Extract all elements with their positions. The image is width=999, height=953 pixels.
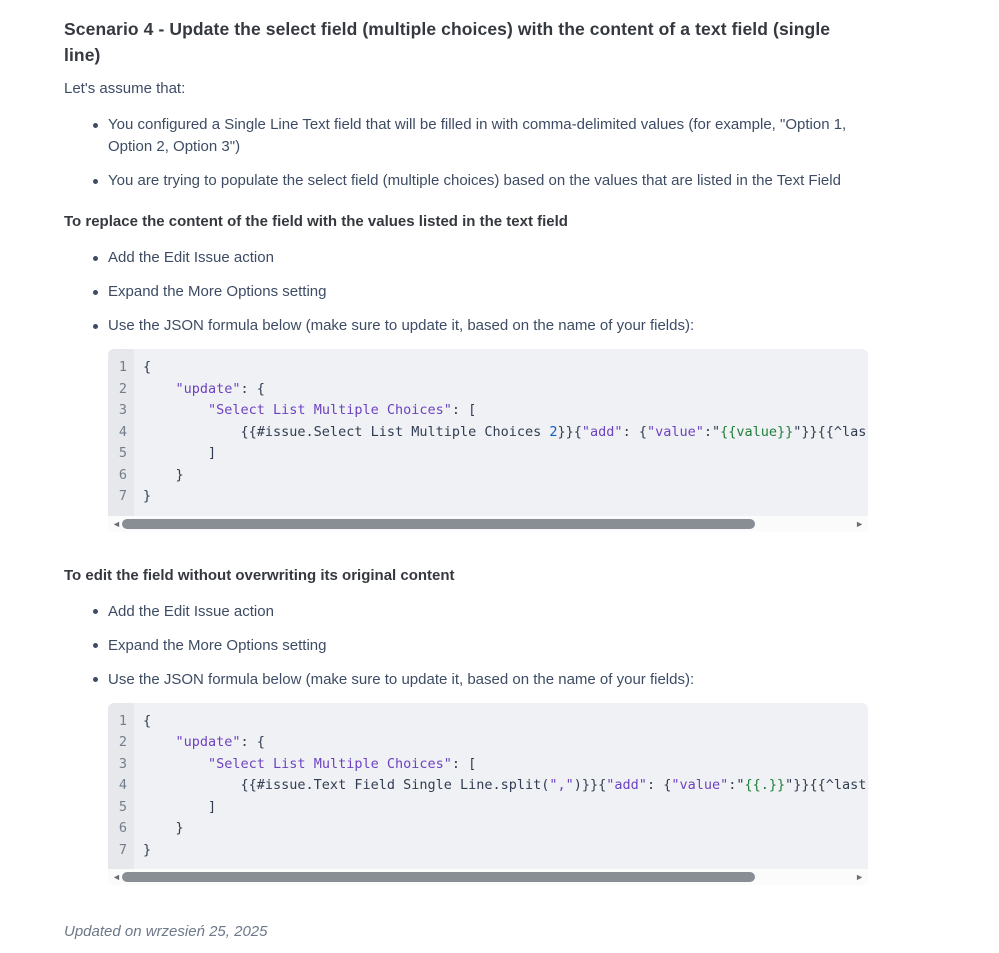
section-heading-replace: To replace the content of the field with the values listed in the text field — [64, 213, 568, 230]
code-token: {{.}} — [744, 777, 786, 793]
assumptions-list — [64, 114, 868, 192]
code-token: "Select List Multiple Choices" — [208, 402, 452, 418]
scroll-left-icon[interactable]: ◄ — [112, 872, 121, 882]
code-line — [143, 357, 868, 379]
line-number: 5 — [118, 798, 127, 815]
code-token: : [ — [451, 755, 477, 772]
code-line — [143, 379, 868, 401]
line-number: 5 — [118, 445, 127, 461]
code-token: )}}{ — [573, 777, 607, 793]
code-token: "Select List Multiple Choices" — [208, 755, 452, 772]
step-item: Use the JSON formula below (make sure to update it, based on the name of your fields): — [108, 315, 868, 337]
line-number: 7 — [118, 841, 127, 858]
code-token: "add" — [581, 423, 623, 440]
code-editor-area — [108, 703, 868, 870]
code-line — [143, 754, 868, 776]
assumption-item: You are trying to populate the select field (multiple choices) based on the values that are listed in the Text Field — [108, 170, 868, 192]
step-item: Use the JSON formula below (make sure to update it, based on the name of your fields): — [108, 669, 868, 691]
code-token: } — [143, 488, 152, 504]
code-line — [143, 443, 868, 465]
horizontal-scrollbar[interactable] — [108, 869, 868, 885]
code-token — [143, 756, 208, 772]
step-item: Expand the More Options setting — [108, 635, 868, 657]
line-number: 1 — [118, 359, 127, 375]
code-line — [143, 797, 868, 819]
page-title: Scenario 4 - Update the select field (multiple choices) with the content of a text field (single line) — [64, 19, 831, 65]
code-line — [143, 711, 868, 733]
step-item: Add the Edit Issue action — [108, 247, 868, 269]
code-token: "update" — [175, 734, 241, 750]
scroll-right-icon[interactable]: ► — [855, 872, 864, 882]
article-content — [64, 16, 868, 943]
code-line — [143, 422, 868, 444]
updated-date: Updated on wrzesień 25, 2025 — [64, 923, 268, 940]
steps-list-replace — [64, 247, 868, 337]
code-token: "value" — [646, 423, 704, 440]
code-line — [143, 486, 868, 508]
code-token: "}}{{^las — [793, 423, 867, 440]
code-token: "add" — [606, 777, 647, 793]
line-number: 2 — [118, 734, 127, 750]
code-token: }}{ — [557, 423, 582, 440]
code-block-edit — [108, 703, 868, 886]
code-block-replace — [108, 349, 868, 532]
scrollbar-thumb[interactable] — [122, 519, 755, 529]
intro-text: Let's assume that: — [64, 80, 186, 97]
line-number: 3 — [118, 402, 127, 418]
code-token — [143, 734, 176, 750]
line-number: 3 — [118, 755, 127, 772]
code-token: {{#issue.Select List Multiple Choices — [143, 423, 550, 440]
line-number-gutter — [108, 349, 134, 516]
code-token — [143, 381, 176, 397]
line-number: 4 — [118, 423, 127, 440]
line-number: 6 — [118, 466, 127, 483]
assumption-item: You configured a Single Line Text field that will be filled in with comma-delimited values (for example, "Option 1, Option 2, Option 3") — [108, 114, 868, 158]
line-number-gutter — [108, 703, 134, 870]
code-token: } — [143, 466, 184, 483]
code-token: 2 — [549, 423, 558, 440]
code-editor-area — [108, 349, 868, 516]
code-token: : { — [646, 777, 672, 793]
code-token: { — [143, 712, 152, 729]
code-token: "}}{{^last — [785, 777, 867, 793]
code-token: } — [143, 820, 184, 836]
scrollbar-thumb[interactable] — [122, 872, 755, 882]
horizontal-scrollbar[interactable] — [108, 516, 868, 532]
code-line — [143, 840, 868, 862]
code-token: : { — [240, 734, 265, 750]
code-token: "update" — [175, 380, 241, 397]
code-token: :" — [728, 777, 745, 793]
code-lines — [134, 349, 868, 516]
code-lines — [134, 703, 868, 870]
code-token: {{value}} — [720, 423, 794, 440]
code-line — [143, 400, 868, 422]
steps-list-edit — [64, 601, 868, 691]
code-token: : { — [240, 380, 265, 397]
line-number: 6 — [118, 820, 127, 836]
code-token: "value" — [671, 777, 729, 793]
line-number: 1 — [118, 712, 127, 729]
code-token: : { — [622, 423, 647, 440]
code-token: "," — [549, 777, 574, 793]
scroll-right-icon[interactable]: ► — [855, 518, 864, 529]
line-number: 7 — [118, 488, 127, 504]
code-line — [143, 732, 868, 754]
line-number: 4 — [118, 777, 127, 793]
code-token: ] — [143, 445, 217, 461]
step-item: Add the Edit Issue action — [108, 601, 868, 623]
line-number: 2 — [118, 380, 127, 397]
scroll-left-icon[interactable]: ◄ — [112, 518, 121, 529]
section-heading-edit: To edit the field without overwriting its original content — [64, 566, 455, 584]
code-line — [143, 818, 868, 840]
code-token: {{#issue.Text Field Single Line.split( — [143, 777, 550, 793]
step-item: Expand the More Options setting — [108, 281, 868, 303]
code-token: { — [143, 359, 152, 375]
code-token: ] — [143, 798, 217, 815]
code-line — [143, 775, 868, 797]
code-token: :" — [703, 423, 721, 440]
code-line — [143, 465, 868, 487]
code-token — [143, 402, 208, 418]
code-token: : [ — [451, 402, 477, 418]
code-token: } — [143, 841, 152, 858]
